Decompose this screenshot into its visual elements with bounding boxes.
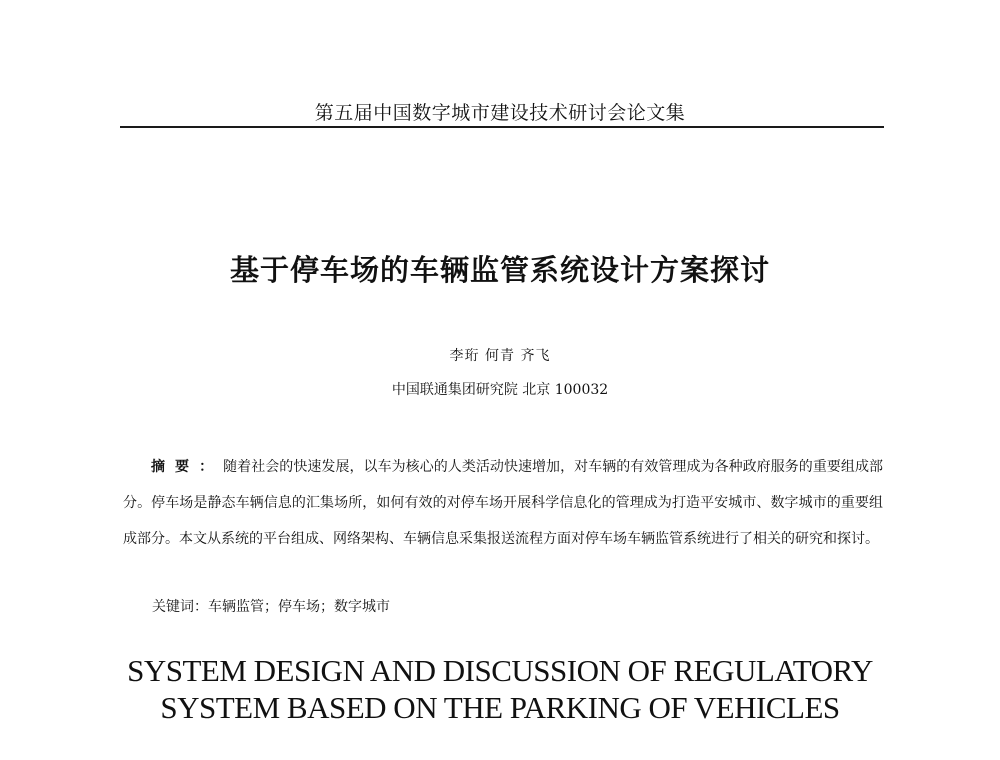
authors: 李珩 何青 齐飞: [449, 348, 551, 364]
abstract-label: 摘要：: [151, 459, 224, 475]
keywords-text: 车辆监管；停车场；数字城市: [208, 599, 390, 615]
affiliation: 中国联通集团研究院 北京 100032: [391, 382, 609, 398]
abstract: [123, 449, 883, 557]
running-header: 第五届中国数字城市建设技术研讨会论文集: [314, 102, 686, 124]
paper-title-en-line2: SYSTEM BASED ON THE PARKING OF VEHICLES: [160, 690, 840, 725]
keywords-label: 关键词：: [152, 599, 208, 615]
paper-title-cn: 基于停车场的车辆监管系统设计方案探讨: [229, 253, 770, 287]
keywords: [152, 596, 390, 616]
paper-title-en-line1: SYSTEM DESIGN AND DISCUSSION OF REGULATORY: [127, 653, 873, 688]
abstract-text: 随着社会的快速发展，以车为核心的人类活动快速增加，对车辆的有效管理成为各种政府服务的重要组成部分。停车场是静态车辆信息的汇集场所，如何有效的对停车场开展科学信息化的管理成为打造平安城市、数字城市的重要组成部分。本文从系统的平台组成、网络架构、车辆信息采集报送流程方面对停车场车辆监管系统进行了相关的研究和探讨。: [123, 459, 883, 547]
paper-title-en: [0, 652, 1000, 726]
header-rule: [120, 126, 884, 128]
